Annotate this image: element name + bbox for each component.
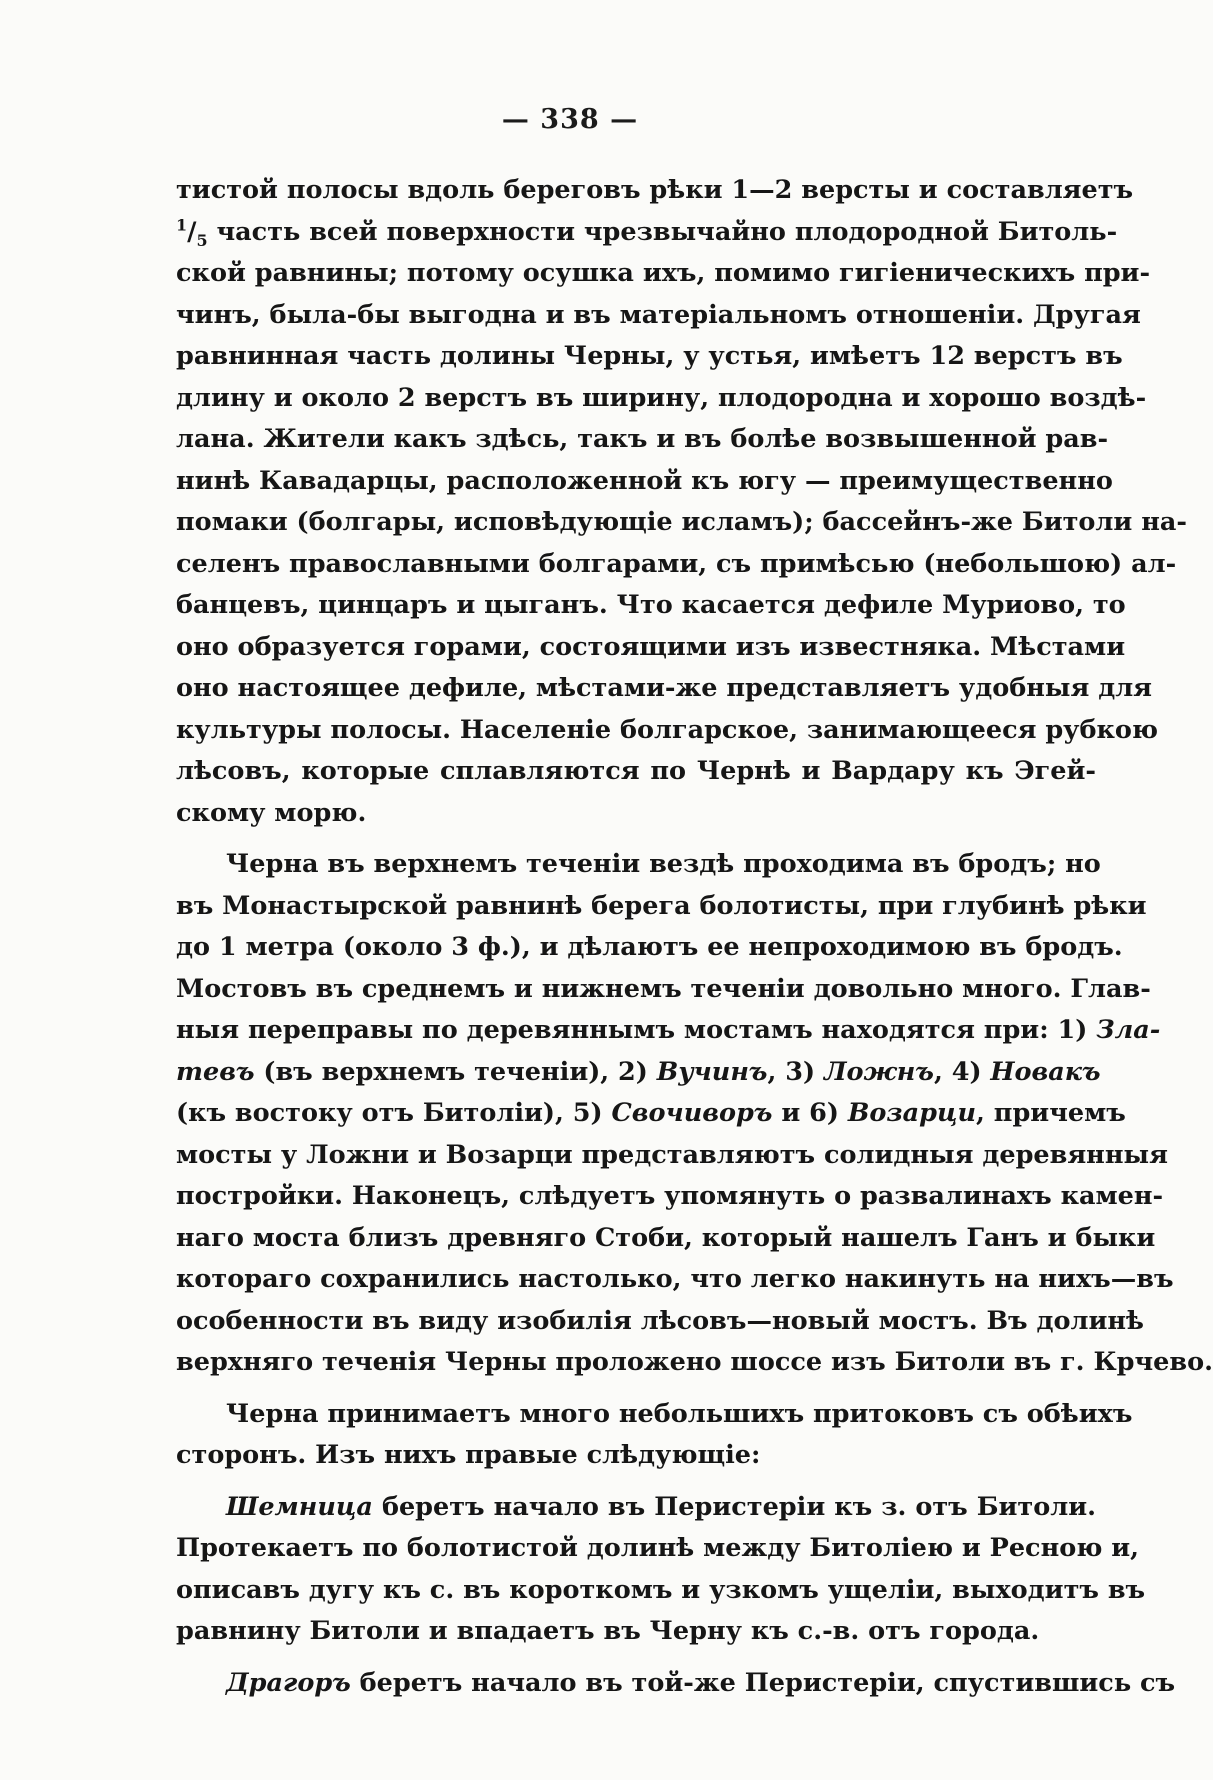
fraction-numerator: 1	[176, 215, 188, 234]
text-line: Мостовъ въ среднемъ и нижнемъ теченіи довольно много. Глав-	[176, 973, 1151, 1004]
text-line: помаки (болгары, исповѣдующіе исламъ); бассейнъ-же Битоли на-	[176, 507, 1187, 537]
text-line: до 1 метра (около 3 ф.), и дѣлаютъ ее непроходимою въ бродъ.	[176, 932, 1123, 962]
paragraph-5	[176, 1663, 1176, 1705]
text-line: въ Монастырской равнинѣ берега болотисты, при глубинѣ рѣки	[176, 890, 1147, 921]
text-line: чинъ, была-бы выгодна и въ матеріальномъ отношеніи. Другая	[176, 299, 1141, 330]
river-name: Шемница	[226, 1491, 373, 1522]
text-line: Протекаетъ по болотистой долинѣ между Битоліею и Ресною и,	[176, 1533, 1140, 1563]
text-line: постройки. Наконецъ, слѣдуетъ упомянуть о развалинахъ камен-	[176, 1181, 1164, 1211]
text-line: описавъ дугу къ с. въ короткомъ и узкомъ ущеліи, выходитъ въ	[176, 1574, 1146, 1605]
text-line-part: (въ верхнемъ теченіи), 2)	[263, 1056, 648, 1087]
paragraph-2	[176, 844, 1213, 1384]
paragraph-3	[176, 1394, 1133, 1477]
text-line: мосты у Ложни и Возарци представляютъ солидныя деревянныя	[176, 1139, 1168, 1170]
text-line: Черна въ верхнемъ теченіи вездѣ проходима въ бродъ; но	[226, 849, 1101, 879]
text-line-part: (къ востоку отъ Битоліи), 5)	[176, 1098, 603, 1128]
text-line-part: беретъ начало въ Перистеріи къ з. отъ Битоли.	[381, 1491, 1096, 1522]
text-line: котораго сохранились настолько, что легко накинуть на нихъ—въ	[176, 1264, 1174, 1294]
river-name: Драгоръ	[226, 1667, 351, 1698]
text-line: нинѣ Кавадарцы, расположенной къ югу — преимущественно	[176, 465, 1113, 496]
bridge-name: Возарци	[847, 1098, 977, 1128]
text-line: скому морю.	[176, 797, 367, 828]
text-line-part: ныя переправы по деревяннымъ мостамъ находятся при: 1)	[176, 1015, 1088, 1045]
bridge-name: Зла-	[1096, 1015, 1161, 1045]
text-line-part: часть всей поверхности чрезвычайно плодородной Битоль-	[216, 216, 1118, 247]
list-number: 4)	[951, 1056, 982, 1087]
text-line	[176, 1010, 1161, 1052]
text-line: равнину Битоли и впадаетъ въ Черну къ с.-в. отъ города.	[176, 1616, 1040, 1646]
text-line-part: беретъ начало въ той-же Перистеріи, спустившись съ	[359, 1667, 1176, 1698]
text-line: лѣсовъ, которые сплавляются по Чернѣ и Вардару къ Эгей-	[176, 756, 1096, 786]
text-line: банцевъ, цинцаръ и цыганъ. Что касается дефиле Муриово, то	[176, 590, 1126, 620]
text-line: Черна принимаетъ много небольшихъ притоковъ съ обѣихъ	[226, 1398, 1133, 1429]
page-text	[176, 170, 1213, 1704]
text-line: селенъ православными болгарами, съ примѣсью (небольшою) ал-	[176, 548, 1177, 579]
text-line: культуры полосы. Населеніе болгарское, занимающееся рубкою	[176, 714, 1159, 745]
text-line: тистой полосы вдоль береговъ рѣки 1—2 версты и составляетъ	[176, 175, 1134, 205]
text-line: тевъ (въ верхнемъ теченіи), 2) Вучинъ, 3) Ложнъ, 4) Новакъ	[176, 1056, 1101, 1087]
text-line: длину и около 2 верстъ въ ширину, плодородна и хорошо воздѣ-	[176, 382, 1147, 413]
text-line: ской равнины; потому осушка ихъ, помимо гигіеническихъ при-	[176, 258, 1151, 288]
text-line: оно образуется горами, состоящими изъ известняка. Мѣстами	[176, 631, 1126, 662]
bridge-name: Новакъ	[990, 1056, 1101, 1087]
list-number: 3)	[785, 1056, 816, 1087]
text-line: наго моста близъ древняго Стоби, который нашелъ Ганъ и быки	[176, 1222, 1156, 1253]
text-line: лана. Жители какъ здѣсь, такъ и въ болѣе возвышенной рав-	[176, 424, 1109, 454]
text-line: верхняго теченія Черны проложено шоссе изъ Битоли въ г. Крчево.	[176, 1347, 1213, 1377]
text-line-part: , причемъ	[976, 1098, 1126, 1128]
paragraph-4	[176, 1487, 1146, 1653]
text-line: сторонъ. Изъ нихъ правые слѣдующіе:	[176, 1440, 761, 1470]
list-number: и 6)	[781, 1098, 839, 1128]
paragraph-1	[176, 170, 1187, 834]
page-number: — 338 —	[501, 104, 639, 135]
text-line	[176, 1663, 1176, 1705]
text-line: оно настоящее дефиле, мѣстами-же представляетъ удобныя для	[176, 673, 1153, 703]
text-line: $^1/_5$ часть всей поверхности чрезвычайно плодородной Битоль-	[176, 215, 1118, 250]
text-line: особенности въ виду изобилія лѣсовъ—новый мостъ. Въ долинѣ	[176, 1305, 1144, 1336]
bridge-name: Ложнъ	[823, 1056, 934, 1087]
bridge-name: Вучинъ	[656, 1056, 768, 1087]
text-line	[176, 1093, 1126, 1135]
bridge-name: Свочиворъ	[611, 1098, 773, 1128]
text-line	[176, 1487, 1096, 1529]
bridge-name: тевъ	[176, 1056, 255, 1087]
text-line: равнинная часть долины Черны, у устья, имѣетъ 12 верстъ въ	[176, 341, 1123, 371]
fraction-denominator: 5	[196, 230, 208, 250]
